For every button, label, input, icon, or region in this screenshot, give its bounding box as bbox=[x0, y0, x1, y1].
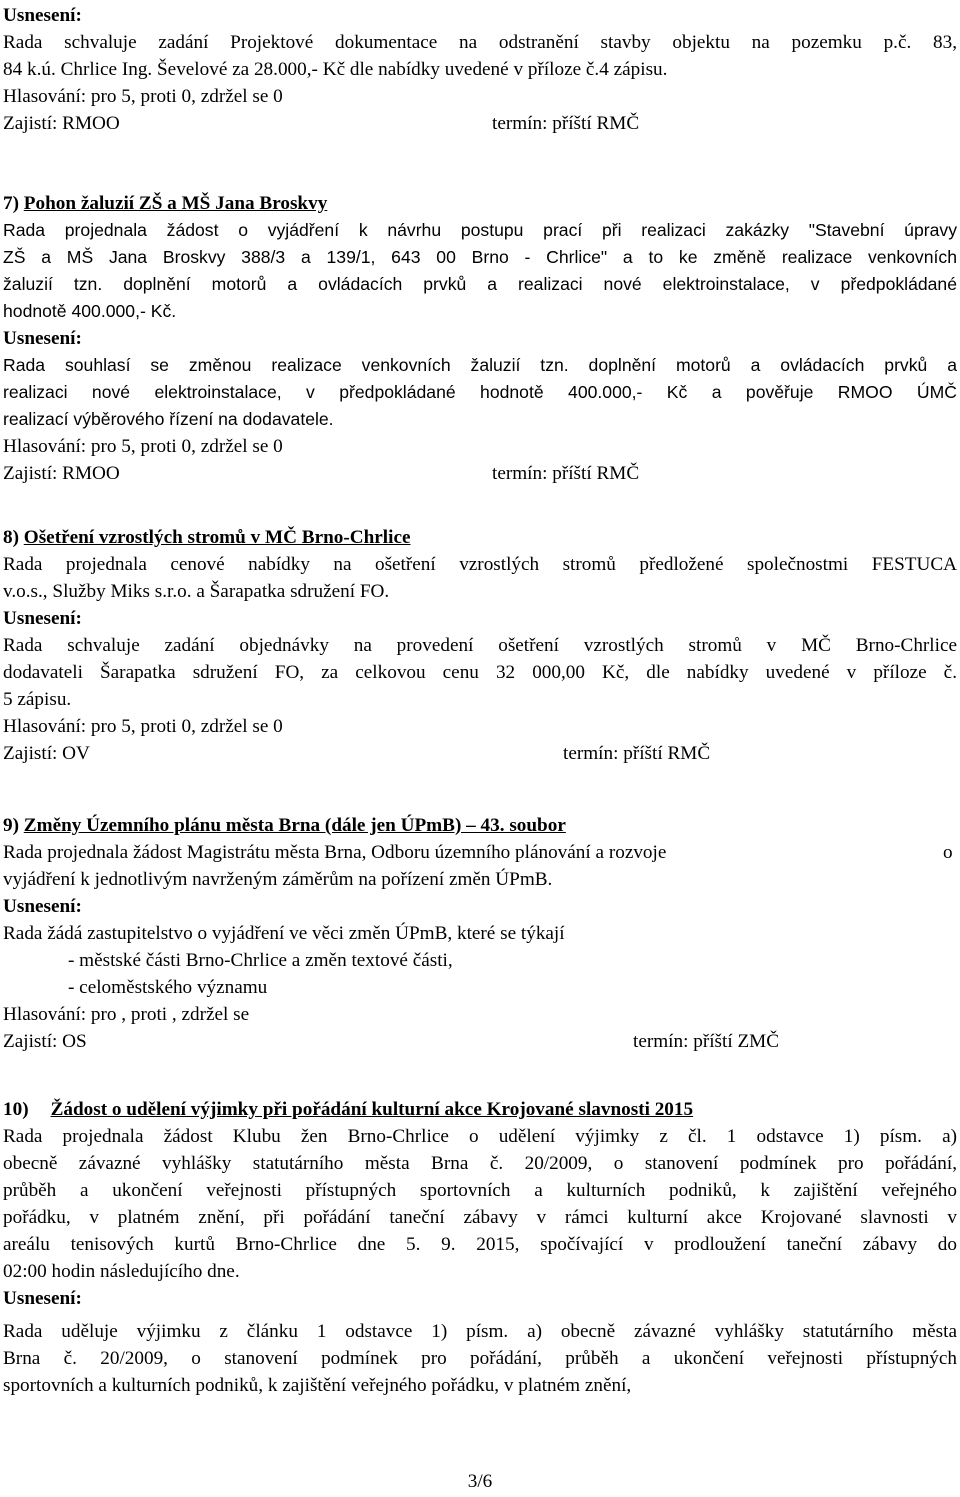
resolution-text-line: Brna č. 20/2009, o stanovení podmínek pro pořádání, průběh a ukončení veřejnosti přístupných bbox=[3, 1348, 957, 1369]
resolution-text-line: 84 k.ú. Chrlice Ing. Ševelové za 28.000,- Kč dle nabídky uvedené v příloze č.4 zápisu. bbox=[3, 59, 668, 80]
resolution-text-line: Rada souhlasí se změnou realizace venkovních žaluzií tzn. doplnění motorů a ovládacích prvků a bbox=[3, 355, 957, 375]
item-heading: 7) Pohon žaluzií ZŠ a MŠ Jana Broskvy bbox=[3, 193, 328, 214]
responsible-line: Zajistí: RMOO bbox=[3, 113, 120, 134]
deadline-line: termín: příští ZMČ bbox=[633, 1031, 780, 1052]
resolution-text-line: realizaci nové elektroinstalace, v předpokládané hodnotě 400.000,- Kč a pověřuje RMOO ÚMČ bbox=[3, 382, 957, 402]
item-text-line: pořádku, v platném znění, při pořádání taneční zábavy v rámci kulturní akce Krojované slavnosti v bbox=[3, 1207, 957, 1228]
responsible-line: Zajistí: RMOO bbox=[3, 463, 120, 484]
item-text-line: Rada projednala cenové nabídky na ošetření vzrostlých stromů předložené společnostmi FESTUCA bbox=[3, 554, 957, 575]
deadline-line: termín: příští RMČ bbox=[492, 463, 640, 484]
item-text-line: vyjádření k jednotlivým navrženým záměrům na pořízení změn ÚPmB. bbox=[3, 869, 553, 890]
resolution-label: Usnesení: bbox=[3, 1288, 82, 1309]
item-text-line: průběh a ukončení veřejnosti přístupných sportovních a kulturních podniků, k zajištění veřejného bbox=[3, 1180, 957, 1201]
item-text-line-end: o bbox=[943, 842, 953, 863]
resolution-text-line: 5 zápisu. bbox=[3, 689, 72, 710]
vote-line: Hlasování: pro , proti , zdržel se bbox=[3, 1004, 250, 1025]
deadline-line: termín: příští RMČ bbox=[492, 113, 640, 134]
item-text-line: 02:00 hodin následujícího dne. bbox=[3, 1261, 240, 1282]
item-heading: 8) Ošetření vzrostlých stromů v MČ Brno-Chrlice bbox=[3, 527, 411, 548]
resolution-label: Usnesení: bbox=[3, 5, 82, 26]
resolution-text-line: Rada žádá zastupitelstvo o vyjádření ve věci změn ÚPmB, které se týkají bbox=[3, 923, 565, 944]
item-text-line: hodnotě 400.000,- Kč. bbox=[3, 301, 177, 321]
resolution-text-line: Rada uděluje výjimku z článku 1 odstavce 1) písm. a) obecně závazné vyhlášky statutárního města bbox=[3, 1321, 957, 1342]
item-text-line: Rada projednala žádost o vyjádření k návrhu postupu prací při realizaci zakázky "Stavební úpravy bbox=[3, 220, 957, 240]
item-text-line: Rada projednala žádost Klubu žen Brno-Chrlice o udělení výjimky z čl. 1 odstavce 1) písm. a) bbox=[3, 1126, 957, 1147]
vote-line: Hlasování: pro 5, proti 0, zdržel se 0 bbox=[3, 436, 283, 457]
resolution-text-line: Rada schvaluje zadání Projektové dokumentace na odstranění stavby objektu na pozemku p.č. 83, bbox=[3, 32, 957, 53]
page-number: 3/6 bbox=[467, 1471, 493, 1492]
resolution-label: Usnesení: bbox=[3, 608, 82, 629]
vote-line: Hlasování: pro 5, proti 0, zdržel se 0 bbox=[3, 86, 283, 107]
resolution-text-line: realizací výběrového řízení na dodavatele. bbox=[3, 409, 334, 429]
item-text-line: žaluzií tzn. doplnění motorů a ovládacích prvků a realizaci nové elektroinstalace, v předpokládané bbox=[3, 274, 957, 294]
item-text-line: ZŠ a MŠ Jana Broskvy 388/3 a 139/1, 643 00 Brno - Chrlice" a to ke změně realizace venkovních bbox=[3, 247, 957, 267]
responsible-line: Zajistí: OV bbox=[3, 743, 90, 764]
resolution-label: Usnesení: bbox=[3, 328, 82, 349]
item-heading: 10) Žádost o udělení výjimky při pořádání kulturní akce Krojované slavnosti 2015 bbox=[3, 1099, 694, 1120]
deadline-line: termín: příští RMČ bbox=[563, 743, 711, 764]
resolution-text-line: dodavateli Šarapatka sdružení FO, za celkovou cenu 32 000,00 Kč, dle nabídky uvedené v příloze č. bbox=[3, 662, 957, 683]
resolution-text-line: Rada schvaluje zadání objednávky na provedení ošetření vzrostlých stromů v MČ Brno-Chrlice bbox=[3, 635, 957, 656]
vote-line: Hlasování: pro 5, proti 0, zdržel se 0 bbox=[3, 716, 283, 737]
responsible-line: Zajistí: OS bbox=[3, 1031, 87, 1052]
item-heading: 9) Změny Územního plánu města Brna (dále jen ÚPmB) – 43. soubor bbox=[3, 815, 566, 836]
resolution-bullet: - celoměstského významu bbox=[68, 977, 268, 998]
resolution-bullet: - městské části Brno-Chrlice a změn textové části, bbox=[68, 950, 453, 971]
resolution-label: Usnesení: bbox=[3, 896, 82, 917]
item-text-line: areálu tenisových kurtů Brno-Chrlice dne 5. 9. 2015, spočívající v prodloužení taneční zábavy do bbox=[3, 1234, 957, 1255]
resolution-text-line: sportovních a kulturních podniků, k zajištění veřejného pořádku, v platném znění, bbox=[3, 1375, 632, 1396]
item-text-line: v.o.s., Služby Miks s.r.o. a Šarapatka sdružení FO. bbox=[3, 581, 390, 602]
item-text-line: Rada projednala žádost Magistrátu města Brna, Odboru územního plánování a rozvoje bbox=[3, 842, 667, 863]
item-text-line: obecně závazné vyhlášky statutárního města Brna č. 20/2009, o stanovení podmínek pro pořádání, bbox=[3, 1153, 957, 1174]
